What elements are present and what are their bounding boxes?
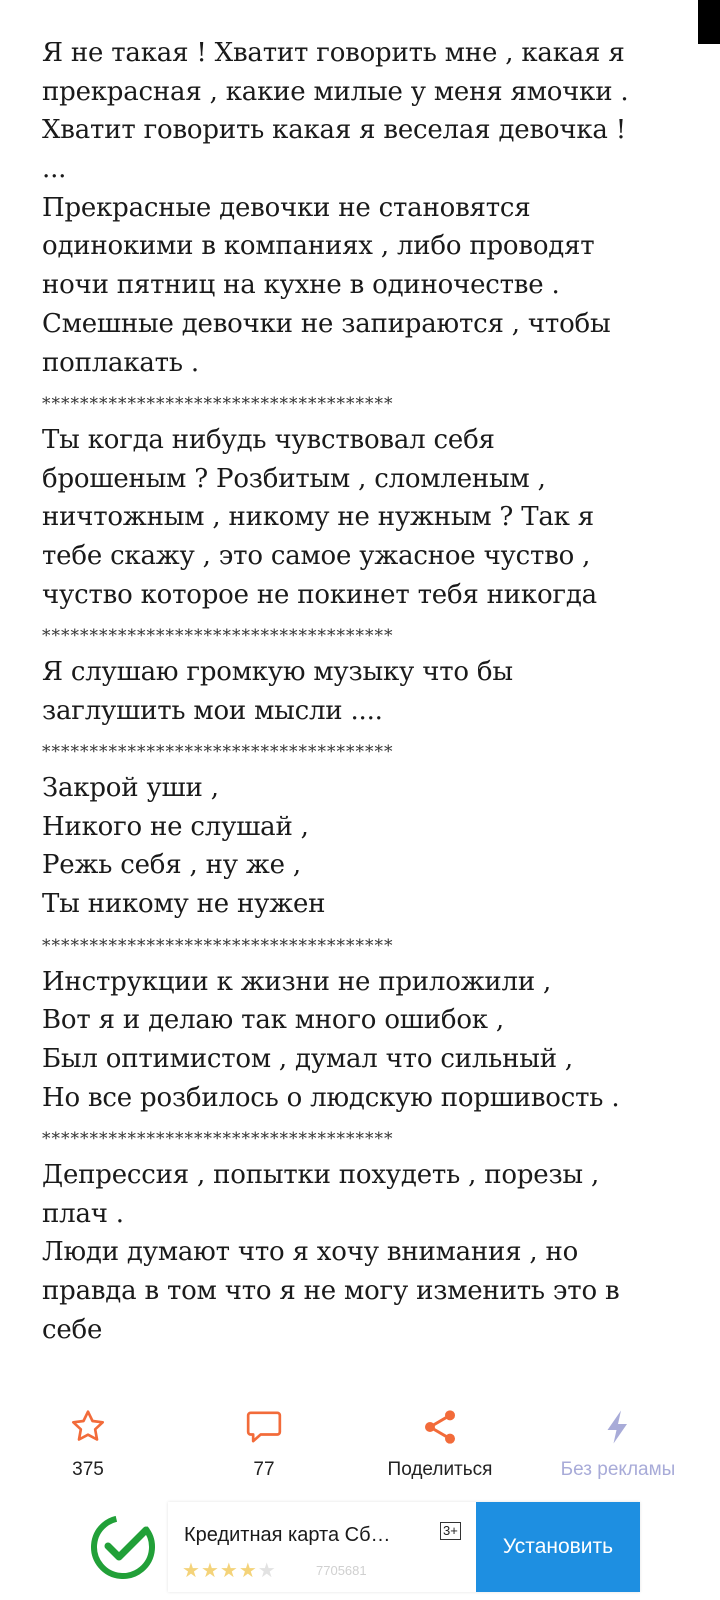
ad-banner[interactable]	[168, 1502, 640, 1592]
share-icon	[360, 1405, 520, 1449]
star-filled-icon: ★	[200, 1560, 220, 1582]
story-line: поплакать .	[42, 347, 199, 378]
story-line: Смешные девочки не запираются , чтобы	[42, 308, 611, 339]
story-text	[42, 34, 692, 1349]
story-line: Ты никому не нужен	[42, 889, 326, 920]
story-line: Я слушаю громкую музыку что бы	[42, 657, 513, 687]
separator-line: *************************************	[42, 626, 394, 647]
star-filled-icon: ★	[219, 1560, 239, 1582]
story-line: прекрасная , какие милые у меня ямочки .	[42, 76, 629, 107]
separator-line: *************************************	[42, 935, 394, 956]
story-line: Прекрасные девочки не становятся	[42, 192, 531, 223]
story-line: Хватит говорить какая я веселая девочка !	[42, 115, 626, 146]
rating-stars	[182, 1558, 277, 1583]
rating-count: 7705681	[316, 1563, 367, 1578]
separator-line: *************************************	[42, 394, 394, 415]
no-ads-label: Без рекламы	[560, 1459, 676, 1480]
story-line: Но все розбилось о людскую поршивость .	[42, 1082, 620, 1113]
status-bar-corner	[698, 0, 720, 44]
separator-line: *************************************	[42, 742, 394, 763]
story-line: плач .	[42, 1198, 124, 1229]
story-line: Закрой уши ,	[42, 773, 219, 804]
comment-icon	[184, 1405, 344, 1449]
story-line: Ты когда нибудь чувствовал себя	[42, 424, 495, 455]
share-button[interactable]	[360, 1405, 520, 1481]
story-line: одинокими в компаниях , либо проводят	[42, 231, 595, 262]
story-line: Никого не слушай ,	[42, 811, 309, 842]
story-line: брошеным ? Розбитым , сломленым ,	[42, 463, 546, 494]
story-line: ночи пятниц на кухне в одиночестве .	[42, 270, 560, 301]
share-label: Поделиться	[387, 1459, 493, 1480]
story-line: чуство которое не покинет тебя никогда	[42, 579, 597, 610]
star-empty-icon: ★	[257, 1560, 277, 1582]
story-line: Люди думают что я хочу внимания , но	[42, 1237, 579, 1268]
story-line: Инструкции к жизни не приложили ,	[42, 966, 552, 997]
install-button[interactable]: Установить	[476, 1502, 640, 1592]
action-bar	[0, 1405, 720, 1515]
story-line: себе	[42, 1314, 103, 1345]
star-filled-icon: ★	[182, 1560, 201, 1582]
star-icon	[8, 1405, 168, 1449]
ad-title: Кредитная карта Сб…	[184, 1524, 391, 1546]
likes-count: 375	[72, 1459, 104, 1480]
story-line: Я не такая ! Хватит говорить мне , какая я	[42, 38, 625, 68]
age-rating-badge: 3+	[440, 1522, 461, 1540]
no-ads-button[interactable]	[538, 1405, 698, 1481]
lightning-icon	[538, 1405, 698, 1449]
story-line: правда в том что я не могу изменить это в	[42, 1276, 620, 1306]
separator-line: *************************************	[42, 1129, 394, 1150]
comments-button[interactable]	[184, 1405, 344, 1481]
story-line: тебе скажу , это самое ужасное чуство ,	[42, 540, 591, 571]
story-line: заглушить мои мысли ....	[42, 695, 383, 726]
story-line: Депрессия , попытки похудеть , порезы ,	[42, 1159, 600, 1190]
sber-logo-icon	[88, 1512, 158, 1582]
story-line: ...	[42, 154, 67, 185]
star-filled-icon: ★	[238, 1560, 258, 1582]
story-line: Режь себя , ну же ,	[42, 850, 301, 881]
like-button[interactable]	[8, 1405, 168, 1481]
story-line: ничтожным , никому не нужным ? Так я	[42, 502, 594, 533]
story-line: Был оптимистом , думал что сильный ,	[42, 1043, 573, 1074]
comments-count: 77	[253, 1459, 275, 1480]
story-line: Вот я и делаю так много ошибок ,	[42, 1005, 504, 1036]
